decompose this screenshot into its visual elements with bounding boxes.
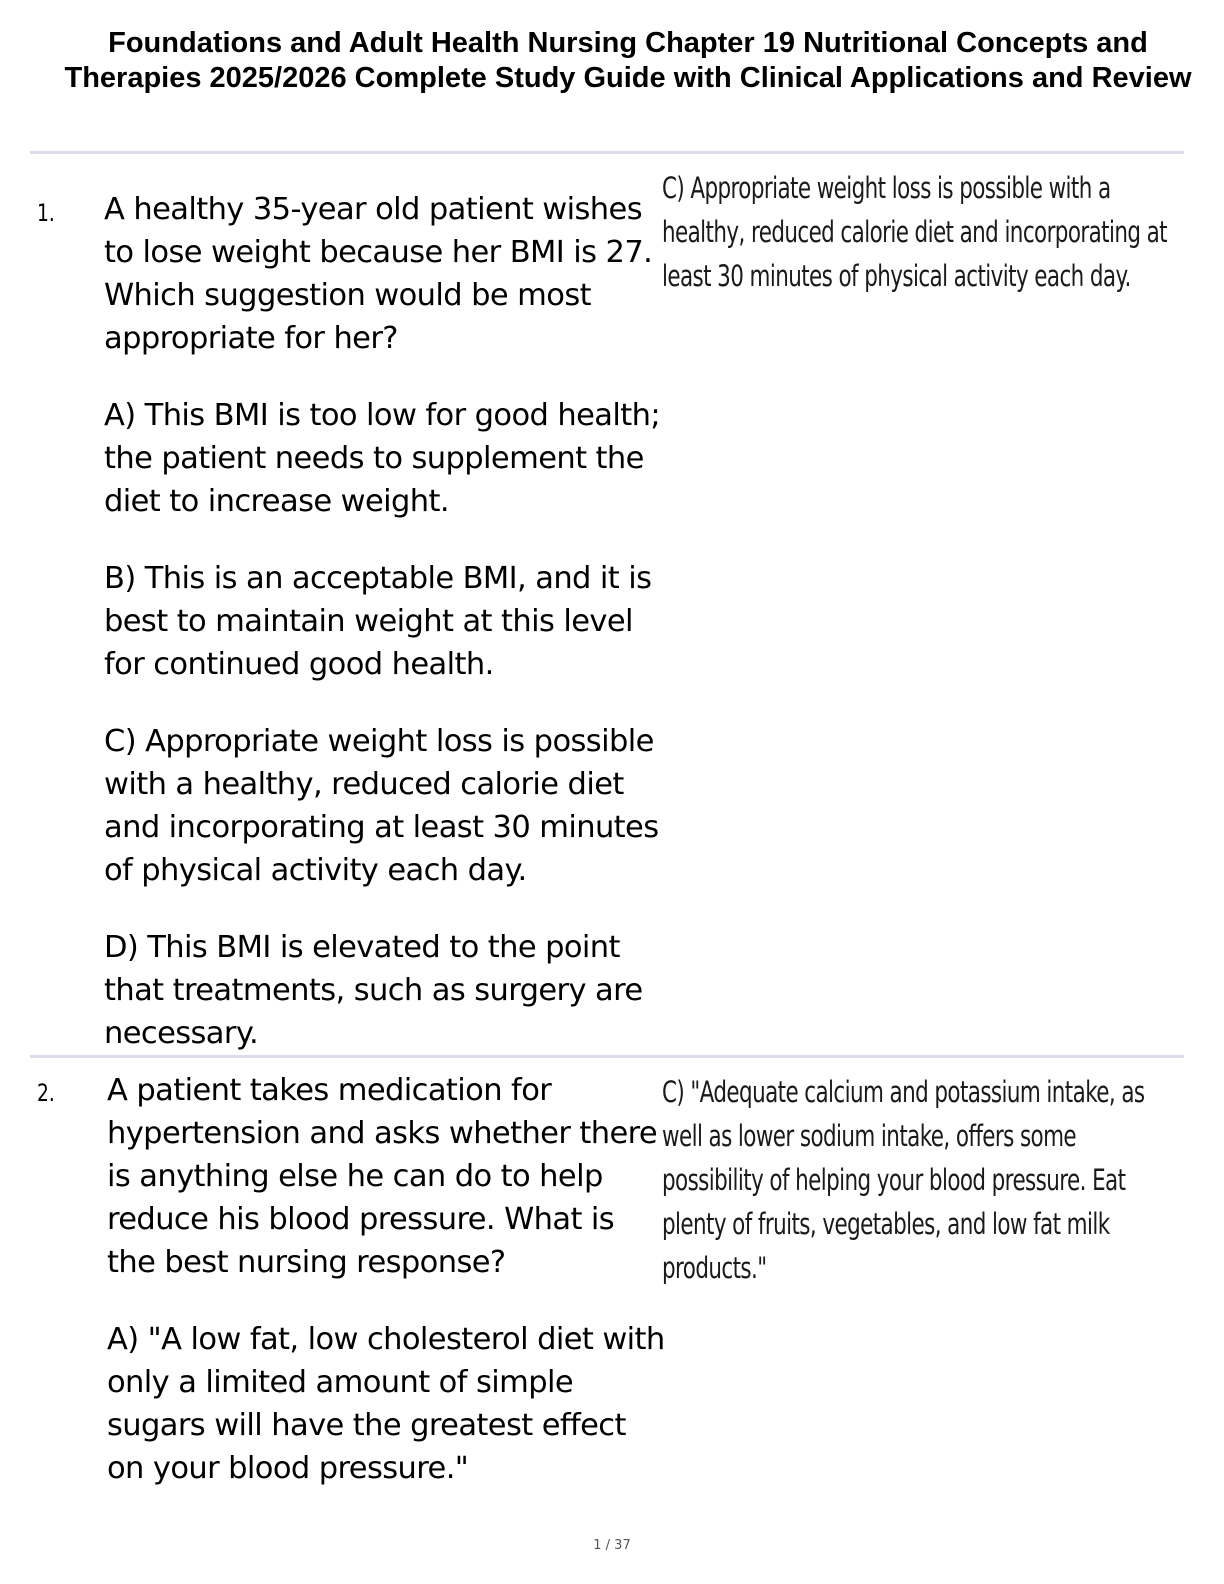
answer-option: C) Appropriate weight loss is possible with a healthy, reduced calorie diet and incorporating at least 30 minutes of physical activity each day. <box>104 724 659 888</box>
question-number: 1. <box>37 199 55 227</box>
divider <box>30 151 1184 154</box>
answer-option: A) This BMI is too low for good health; the patient needs to supplement the diet to increase weight. <box>104 398 661 519</box>
document-title: Foundations and Adult Health Nursing Chapter 19 Nutritional Concepts and Therapies 2025/2026 Complete Study Guide with Clinical Applications and Review <box>64 27 1192 94</box>
divider <box>30 1055 1184 1058</box>
answer-option: D) This BMI is elevated to the point that treatments, such as surgery are necessary. <box>104 930 643 1051</box>
question-number: 2. <box>37 1079 55 1107</box>
question-card <box>107 1069 667 1524</box>
correct-answer: C) "Adequate calcium and potassium intake, as well as lower sodium intake, offers some possibility of helping your blood pressure. Eat plenty of fruits, vegetables, and low fat milk products." <box>662 1075 1145 1285</box>
question-stem: A patient takes medication for hypertension and asks whether there is anything else he can do to help reduce his blood pressure. What is the best nursing response? <box>107 1073 658 1280</box>
answer-option: A) "A low fat, low cholesterol diet with only a limited amount of simple sugars will have the greatest effect on your blood pressure." <box>107 1322 665 1486</box>
correct-answer: C) Appropriate weight loss is possible with a healthy, reduced calorie diet and incorporating at least 30 minutes of physical activity each day. <box>662 171 1168 293</box>
question-card <box>104 188 664 1089</box>
answer-option: B) This is an acceptable BMI, and it is best to maintain weight at this level for continued good health. <box>104 561 652 682</box>
page-indicator: 1 / 37 <box>593 1538 631 1553</box>
question-stem: A healthy 35-year old patient wishes to lose weight because her BMI is 27. Which suggestion would be most appropriate for her? <box>104 192 653 356</box>
